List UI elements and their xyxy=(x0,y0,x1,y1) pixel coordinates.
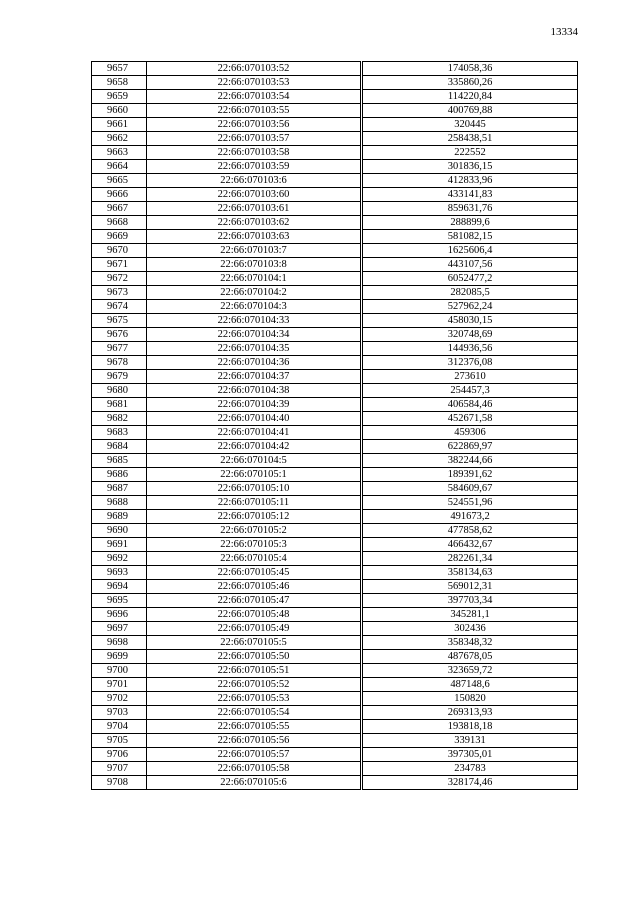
table-row xyxy=(92,524,578,538)
row-number-cell: 9707 xyxy=(92,762,147,776)
row-number-cell: 9659 xyxy=(92,90,147,104)
cadastral-number-cell: 22:66:070104:36 xyxy=(147,356,361,370)
cadastral-value-table xyxy=(91,61,578,790)
cadastral-number-cell: 22:66:070104:34 xyxy=(147,328,361,342)
cadastral-number-cell: 22:66:070104:35 xyxy=(147,342,361,356)
cadastral-number-cell: 22:66:070105:3 xyxy=(147,538,361,552)
cadastral-number-cell: 22:66:070105:52 xyxy=(147,678,361,692)
cadastral-value-cell: 312376,08 xyxy=(363,356,578,370)
table-row xyxy=(92,650,578,664)
table-row xyxy=(92,468,578,482)
table-row xyxy=(92,762,578,776)
row-number-cell: 9696 xyxy=(92,608,147,622)
row-number-cell: 9702 xyxy=(92,692,147,706)
cadastral-number-cell: 22:66:070105:54 xyxy=(147,706,361,720)
table-row xyxy=(92,300,578,314)
row-number-cell: 9689 xyxy=(92,510,147,524)
cadastral-number-cell: 22:66:070105:6 xyxy=(147,776,361,790)
table-row xyxy=(92,258,578,272)
row-number-cell: 9681 xyxy=(92,398,147,412)
row-number-cell: 9695 xyxy=(92,594,147,608)
table-row xyxy=(92,692,578,706)
row-number-cell: 9671 xyxy=(92,258,147,272)
cadastral-value-cell: 400769,88 xyxy=(363,104,578,118)
cadastral-number-cell: 22:66:070104:38 xyxy=(147,384,361,398)
row-number-cell: 9698 xyxy=(92,636,147,650)
cadastral-value-cell: 288899,6 xyxy=(363,216,578,230)
cadastral-number-cell: 22:66:070105:4 xyxy=(147,552,361,566)
row-number-cell: 9684 xyxy=(92,440,147,454)
cadastral-value-cell: 487678,05 xyxy=(363,650,578,664)
cadastral-value-cell: 459306 xyxy=(363,426,578,440)
row-number-cell: 9691 xyxy=(92,538,147,552)
cadastral-number-cell: 22:66:070103:55 xyxy=(147,104,361,118)
table-row xyxy=(92,328,578,342)
cadastral-number-cell: 22:66:070103:54 xyxy=(147,90,361,104)
table-row xyxy=(92,538,578,552)
row-number-cell: 9669 xyxy=(92,230,147,244)
cadastral-number-cell: 22:66:070103:59 xyxy=(147,160,361,174)
cadastral-value-cell: 581082,15 xyxy=(363,230,578,244)
cadastral-value-cell: 345281,1 xyxy=(363,608,578,622)
cadastral-number-cell: 22:66:070104:41 xyxy=(147,426,361,440)
row-number-cell: 9688 xyxy=(92,496,147,510)
row-number-cell: 9683 xyxy=(92,426,147,440)
cadastral-value-cell: 193818,18 xyxy=(363,720,578,734)
cadastral-number-cell: 22:66:070105:49 xyxy=(147,622,361,636)
cadastral-number-cell: 22:66:070103:61 xyxy=(147,202,361,216)
cadastral-number-cell: 22:66:070104:37 xyxy=(147,370,361,384)
cadastral-number-cell: 22:66:070105:50 xyxy=(147,650,361,664)
table-row xyxy=(92,440,578,454)
cadastral-number-cell: 22:66:070105:56 xyxy=(147,734,361,748)
cadastral-value-cell: 320748,69 xyxy=(363,328,578,342)
row-number-cell: 9706 xyxy=(92,748,147,762)
table-row xyxy=(92,398,578,412)
table-row xyxy=(92,132,578,146)
page-number: 13334 xyxy=(550,26,578,38)
table-row xyxy=(92,286,578,300)
cadastral-number-cell: 22:66:070103:53 xyxy=(147,76,361,90)
table-row xyxy=(92,720,578,734)
table-row xyxy=(92,706,578,720)
row-number-cell: 9701 xyxy=(92,678,147,692)
table-body xyxy=(92,62,578,790)
table-row xyxy=(92,188,578,202)
table-row xyxy=(92,482,578,496)
row-number-cell: 9664 xyxy=(92,160,147,174)
cadastral-number-cell: 22:66:070105:48 xyxy=(147,608,361,622)
cadastral-number-cell: 22:66:070105:47 xyxy=(147,594,361,608)
row-number-cell: 9668 xyxy=(92,216,147,230)
cadastral-value-cell: 452671,58 xyxy=(363,412,578,426)
table-row xyxy=(92,636,578,650)
cadastral-number-cell: 22:66:070103:57 xyxy=(147,132,361,146)
cadastral-value-cell: 569012,31 xyxy=(363,580,578,594)
cadastral-value-cell: 491673,2 xyxy=(363,510,578,524)
cadastral-value-cell: 254457,3 xyxy=(363,384,578,398)
cadastral-number-cell: 22:66:070105:10 xyxy=(147,482,361,496)
cadastral-value-cell: 302436 xyxy=(363,622,578,636)
cadastral-value-cell: 114220,84 xyxy=(363,90,578,104)
cadastral-number-cell: 22:66:070104:33 xyxy=(147,314,361,328)
cadastral-value-cell: 524551,96 xyxy=(363,496,578,510)
cadastral-number-cell: 22:66:070103:52 xyxy=(147,62,361,76)
row-number-cell: 9694 xyxy=(92,580,147,594)
cadastral-number-cell: 22:66:070104:2 xyxy=(147,286,361,300)
row-number-cell: 9680 xyxy=(92,384,147,398)
cadastral-number-cell: 22:66:070104:3 xyxy=(147,300,361,314)
table-row xyxy=(92,174,578,188)
table-row xyxy=(92,580,578,594)
cadastral-value-cell: 397305,01 xyxy=(363,748,578,762)
table-row xyxy=(92,62,578,76)
cadastral-number-cell: 22:66:070105:57 xyxy=(147,748,361,762)
cadastral-value-cell: 527962,24 xyxy=(363,300,578,314)
row-number-cell: 9700 xyxy=(92,664,147,678)
cadastral-number-cell: 22:66:070105:53 xyxy=(147,692,361,706)
cadastral-number-cell: 22:66:070105:11 xyxy=(147,496,361,510)
table-row xyxy=(92,426,578,440)
cadastral-value-cell: 584609,67 xyxy=(363,482,578,496)
table-row xyxy=(92,104,578,118)
cadastral-value-cell: 477858,62 xyxy=(363,524,578,538)
cadastral-number-cell: 22:66:070103:60 xyxy=(147,188,361,202)
cadastral-value-cell: 433141,83 xyxy=(363,188,578,202)
row-number-cell: 9665 xyxy=(92,174,147,188)
table-row xyxy=(92,90,578,104)
table-row xyxy=(92,244,578,258)
cadastral-value-cell: 189391,62 xyxy=(363,468,578,482)
cadastral-value-cell: 412833,96 xyxy=(363,174,578,188)
table-row xyxy=(92,272,578,286)
cadastral-value-cell: 397703,34 xyxy=(363,594,578,608)
cadastral-number-cell: 22:66:070103:7 xyxy=(147,244,361,258)
cadastral-value-cell: 458030,15 xyxy=(363,314,578,328)
cadastral-value-cell: 273610 xyxy=(363,370,578,384)
row-number-cell: 9677 xyxy=(92,342,147,356)
cadastral-value-table-container xyxy=(91,61,577,790)
cadastral-value-cell: 328174,46 xyxy=(363,776,578,790)
cadastral-value-cell: 622869,97 xyxy=(363,440,578,454)
cadastral-value-cell: 144936,56 xyxy=(363,342,578,356)
row-number-cell: 9697 xyxy=(92,622,147,636)
table-row xyxy=(92,678,578,692)
row-number-cell: 9674 xyxy=(92,300,147,314)
cadastral-number-cell: 22:66:070104:1 xyxy=(147,272,361,286)
cadastral-value-cell: 443107,56 xyxy=(363,258,578,272)
cadastral-value-cell: 335860,26 xyxy=(363,76,578,90)
row-number-cell: 9690 xyxy=(92,524,147,538)
table-row xyxy=(92,552,578,566)
table-row xyxy=(92,734,578,748)
table-row xyxy=(92,594,578,608)
row-number-cell: 9666 xyxy=(92,188,147,202)
cadastral-number-cell: 22:66:070103:8 xyxy=(147,258,361,272)
table-row xyxy=(92,314,578,328)
row-number-cell: 9670 xyxy=(92,244,147,258)
table-row xyxy=(92,370,578,384)
table-row xyxy=(92,664,578,678)
row-number-cell: 9699 xyxy=(92,650,147,664)
cadastral-number-cell: 22:66:070104:40 xyxy=(147,412,361,426)
row-number-cell: 9663 xyxy=(92,146,147,160)
row-number-cell: 9661 xyxy=(92,118,147,132)
table-row xyxy=(92,342,578,356)
cadastral-value-cell: 6052477,2 xyxy=(363,272,578,286)
table-row xyxy=(92,622,578,636)
cadastral-value-cell: 358348,32 xyxy=(363,636,578,650)
cadastral-number-cell: 22:66:070105:55 xyxy=(147,720,361,734)
cadastral-value-cell: 382244,66 xyxy=(363,454,578,468)
cadastral-value-cell: 282085,5 xyxy=(363,286,578,300)
row-number-cell: 9678 xyxy=(92,356,147,370)
cadastral-value-cell: 258438,51 xyxy=(363,132,578,146)
row-number-cell: 9660 xyxy=(92,104,147,118)
cadastral-value-cell: 358134,63 xyxy=(363,566,578,580)
cadastral-value-cell: 174058,36 xyxy=(363,62,578,76)
cadastral-number-cell: 22:66:070105:51 xyxy=(147,664,361,678)
table-row xyxy=(92,160,578,174)
table-row xyxy=(92,566,578,580)
table-row xyxy=(92,384,578,398)
cadastral-number-cell: 22:66:070105:2 xyxy=(147,524,361,538)
row-number-cell: 9675 xyxy=(92,314,147,328)
row-number-cell: 9686 xyxy=(92,468,147,482)
cadastral-value-cell: 323659,72 xyxy=(363,664,578,678)
cadastral-value-cell: 339131 xyxy=(363,734,578,748)
row-number-cell: 9657 xyxy=(92,62,147,76)
row-number-cell: 9667 xyxy=(92,202,147,216)
cadastral-number-cell: 22:66:070103:58 xyxy=(147,146,361,160)
table-row xyxy=(92,608,578,622)
table-row xyxy=(92,510,578,524)
cadastral-value-cell: 1625606,4 xyxy=(363,244,578,258)
cadastral-value-cell: 487148,6 xyxy=(363,678,578,692)
table-row xyxy=(92,202,578,216)
row-number-cell: 9693 xyxy=(92,566,147,580)
cadastral-number-cell: 22:66:070104:5 xyxy=(147,454,361,468)
cadastral-value-cell: 234783 xyxy=(363,762,578,776)
row-number-cell: 9703 xyxy=(92,706,147,720)
row-number-cell: 9672 xyxy=(92,272,147,286)
cadastral-number-cell: 22:66:070103:62 xyxy=(147,216,361,230)
cadastral-number-cell: 22:66:070105:1 xyxy=(147,468,361,482)
cadastral-value-cell: 406584,46 xyxy=(363,398,578,412)
row-number-cell: 9705 xyxy=(92,734,147,748)
cadastral-number-cell: 22:66:070103:6 xyxy=(147,174,361,188)
cadastral-number-cell: 22:66:070103:56 xyxy=(147,118,361,132)
row-number-cell: 9708 xyxy=(92,776,147,790)
cadastral-value-cell: 222552 xyxy=(363,146,578,160)
table-row xyxy=(92,216,578,230)
row-number-cell: 9692 xyxy=(92,552,147,566)
cadastral-value-cell: 282261,34 xyxy=(363,552,578,566)
table-row xyxy=(92,454,578,468)
row-number-cell: 9673 xyxy=(92,286,147,300)
table-row xyxy=(92,412,578,426)
cadastral-value-cell: 150820 xyxy=(363,692,578,706)
row-number-cell: 9676 xyxy=(92,328,147,342)
cadastral-value-cell: 466432,67 xyxy=(363,538,578,552)
cadastral-number-cell: 22:66:070105:5 xyxy=(147,636,361,650)
row-number-cell: 9687 xyxy=(92,482,147,496)
row-number-cell: 9658 xyxy=(92,76,147,90)
cadastral-value-cell: 269313,93 xyxy=(363,706,578,720)
cadastral-value-cell: 320445 xyxy=(363,118,578,132)
cadastral-number-cell: 22:66:070104:42 xyxy=(147,440,361,454)
table-row xyxy=(92,230,578,244)
cadastral-number-cell: 22:66:070105:46 xyxy=(147,580,361,594)
cadastral-value-cell: 859631,76 xyxy=(363,202,578,216)
table-row xyxy=(92,118,578,132)
row-number-cell: 9682 xyxy=(92,412,147,426)
cadastral-number-cell: 22:66:070105:58 xyxy=(147,762,361,776)
table-row xyxy=(92,496,578,510)
table-row xyxy=(92,748,578,762)
table-row xyxy=(92,146,578,160)
row-number-cell: 9679 xyxy=(92,370,147,384)
cadastral-number-cell: 22:66:070104:39 xyxy=(147,398,361,412)
cadastral-number-cell: 22:66:070103:63 xyxy=(147,230,361,244)
cadastral-value-cell: 301836,15 xyxy=(363,160,578,174)
table-row xyxy=(92,776,578,790)
table-row xyxy=(92,76,578,90)
row-number-cell: 9662 xyxy=(92,132,147,146)
table-row xyxy=(92,356,578,370)
cadastral-number-cell: 22:66:070105:12 xyxy=(147,510,361,524)
row-number-cell: 9704 xyxy=(92,720,147,734)
row-number-cell: 9685 xyxy=(92,454,147,468)
cadastral-number-cell: 22:66:070105:45 xyxy=(147,566,361,580)
